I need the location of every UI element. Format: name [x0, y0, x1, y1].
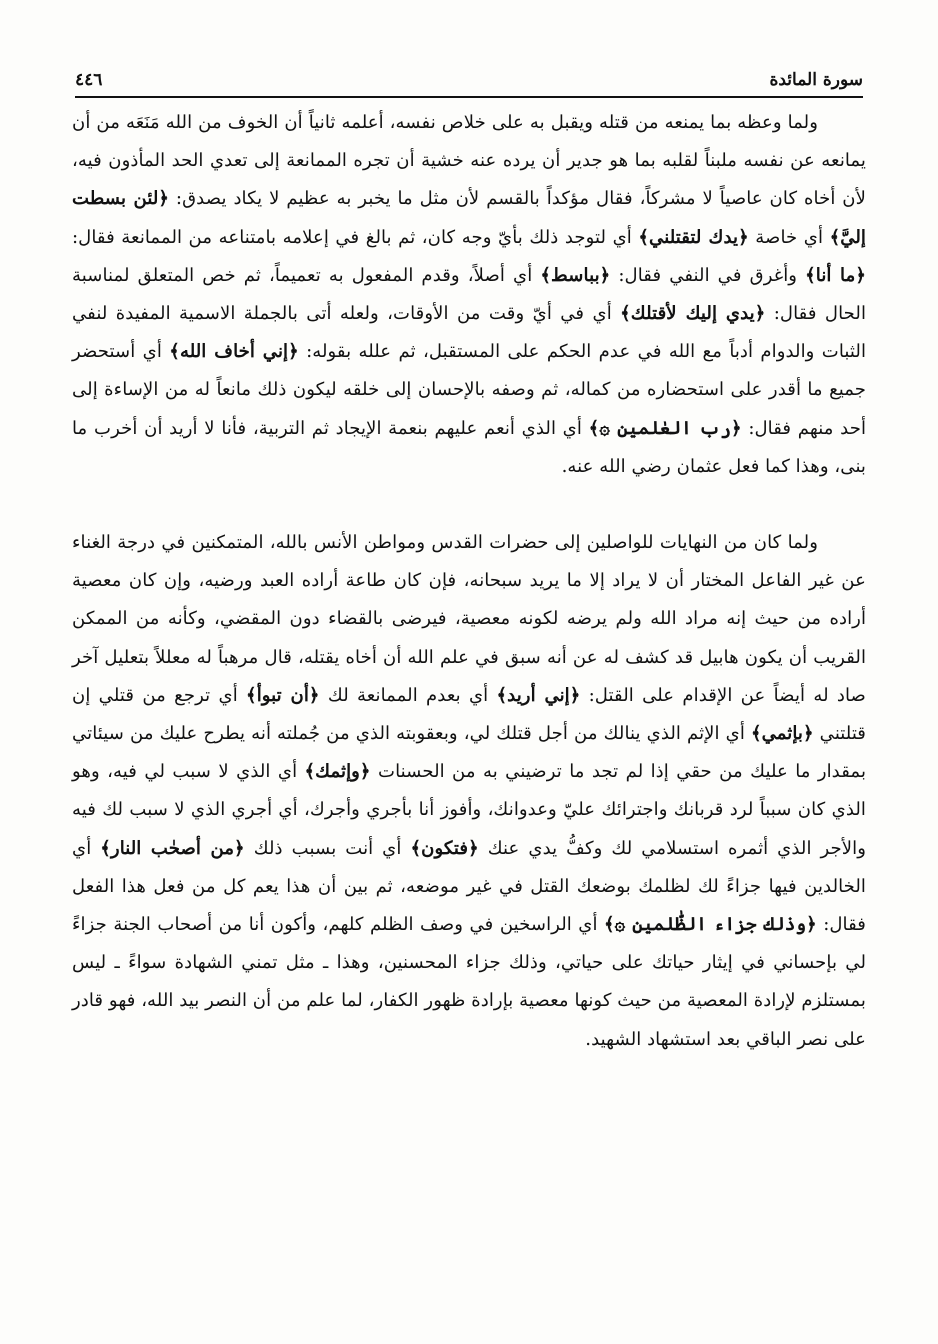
page-header [75, 60, 863, 98]
quran-quote: ﴿رب العٰلمين ۞﴾ [588, 417, 742, 439]
text-run: أي بعدم الممانعة لك [319, 684, 497, 706]
text-run: أي أصلاً، وقدم المفعول به تعميماً، ثم خص المتعلق لمناسبة الحال فقال: [72, 264, 866, 325]
text-run: ولما وعظه بما يمنعه من قتله ويقبل به على خلاص نفسه، أعلمه ثانياً أن الخوف من الله مَنَعَه من أن يمانعه عن نفسه ملبناً لقلبه بما هو جدير أن يرده عنه خشية أن تجره الممانعة إلى تعدي الحد المأذون فيه، لأن أخاه كان عاصياً لا مشركاً، فقال مؤكداً بالقسم لأن مثل ما يخبر به عظيم لا يكاد يصدق: [72, 112, 866, 210]
quran-quote: ﴿أن تبوأ﴾ [246, 684, 320, 706]
quran-quote: ﴿بباسط﴾ [540, 264, 611, 286]
quran-quote: ﴿فتكون﴾ [410, 837, 479, 859]
paragraph [72, 104, 866, 486]
text-run: أي ترجع من قتلي إن قتلتني [72, 684, 866, 745]
paragraph [72, 524, 866, 1059]
text-run: أي الإثم الذي ينالك من أجل قتلك لي، وبعقوبته الذي من جُملته أنه يطرح عليك من سيئاتي بمقدار ما عليك من حقي إذا لم تجد ما ترضيني به من الحسنات [72, 723, 867, 783]
quran-quote: ﴿ما أنا﴾ [805, 264, 866, 286]
quran-quote: ﴿وإثمك﴾ [304, 761, 371, 783]
text-run: أي خاصة [748, 226, 830, 248]
quran-quote: ﴿من أصحٰب النار﴾ [100, 837, 245, 859]
text-run: وأغرق في النفي فقال: [610, 264, 806, 286]
quran-quote: ﴿بإثمي﴾ [750, 723, 814, 745]
text-run: أي في أيّ وقت من الأوقات، ولعله أتى بالجملة الاسمية المفيدة لنفي الثبات والدوام أدباً مع الله في عدم الحكم على المستقبل، ثم علله بقوله: [72, 303, 867, 363]
text-run: أي أستحضر جميع ما أقدر على استحضاره من كماله، ثم وصفه بالإحسان إلى خلقه ليكون ذلك مانعاً له من الإساءة إلى أحد منهم فقال: [72, 341, 866, 439]
page-number: ٤٤٦ [75, 70, 103, 90]
surah-name: سورة المائدة [769, 70, 863, 90]
quran-quote: ﴿إني أريد﴾ [496, 684, 581, 706]
quran-quote: ﴿يدي إليك لأقتلك﴾ [620, 303, 766, 325]
quran-quote: ﴿إني أخاف الله﴾ [169, 341, 299, 363]
quran-quote: ﴿لئن بسطت إليَّ﴾ [72, 188, 866, 248]
body-text [72, 104, 866, 1059]
quran-quote: ﴿يدك لتقتلني﴾ [638, 226, 749, 248]
text-run: أي الخالدين فيها جزاءً لك لظلمك بوضعك القتل في غير موضعه، ثم بين أن هذا يعم كل من فعل هذا الفعل فقال: [72, 837, 866, 936]
text-run: ولما كان من النهايات للواصلين إلى حضرات القدس ومواطن الأنس بالله، المتمكنين في درجة الغناء عن غير الفاعل المختار أن لا يراد إلا ما يريد سبحانه، فإن كان طاعة أراده العبد ورضيه، وإن كان معصية أراده من حيث إنه مراد الله ولم يرضه لكونه معصية، فيرضى بالقضاء دون المقضي، وكأنه من الممكن القريب أن يكون هابيل قد كشف له عن أنه سبق في علم الله أن أخاه يقتله، قال مرهباً له معللاً بتعليل آخر صاد له أيضاً عن الإقدام على القتل: [72, 532, 866, 706]
text-run: أي أنت بسبب ذلك [244, 837, 411, 859]
text-run: أي الذي لا سبب لي فيه، وهو الذي كان سبباً لرد قربانك واجترائك عليّ وعدوانك، وأفوز أنا بأجري وأجرك، أي أجري الذي لا سبب لك فيه والأجر الذي أثمره استسلامي لك وكفُّ يدي عنك [72, 761, 866, 859]
text-run: أي لتوجد ذلك بأيّ وجه كان، ثم بالغ في إعلامه بامتناعه من الممانعة فقال: [72, 226, 639, 248]
text-run: أي الراسخين في وصف الظلم كلهم، وأكون أنا من أصحاب الجنة جزاءً لي بإحساني في إيثار حياتك على حياتي، وذلك جزاء المحسنين، وهذا ـ مثل تمني الشهادة سواءً ـ ليس بمستلزم لإرادة المعصية من حيث كونها معصية بإرادة ظهور الكفار، لما علم من أن النصر بيد الله، فهو قادر على نصر الباقي بعد استشهاد الشهيد. [72, 914, 866, 1050]
text-run: أي الذي أنعم عليهم بنعمة الإيجاد ثم التربية، فأنا لا أريد أن أخرب ما بنى، وهذا كما فعل عثمان رضي الله عنه. [72, 417, 866, 477]
quran-quote: ﴿وذلك جزاء الظّٰلمين ۞﴾ [603, 914, 817, 936]
